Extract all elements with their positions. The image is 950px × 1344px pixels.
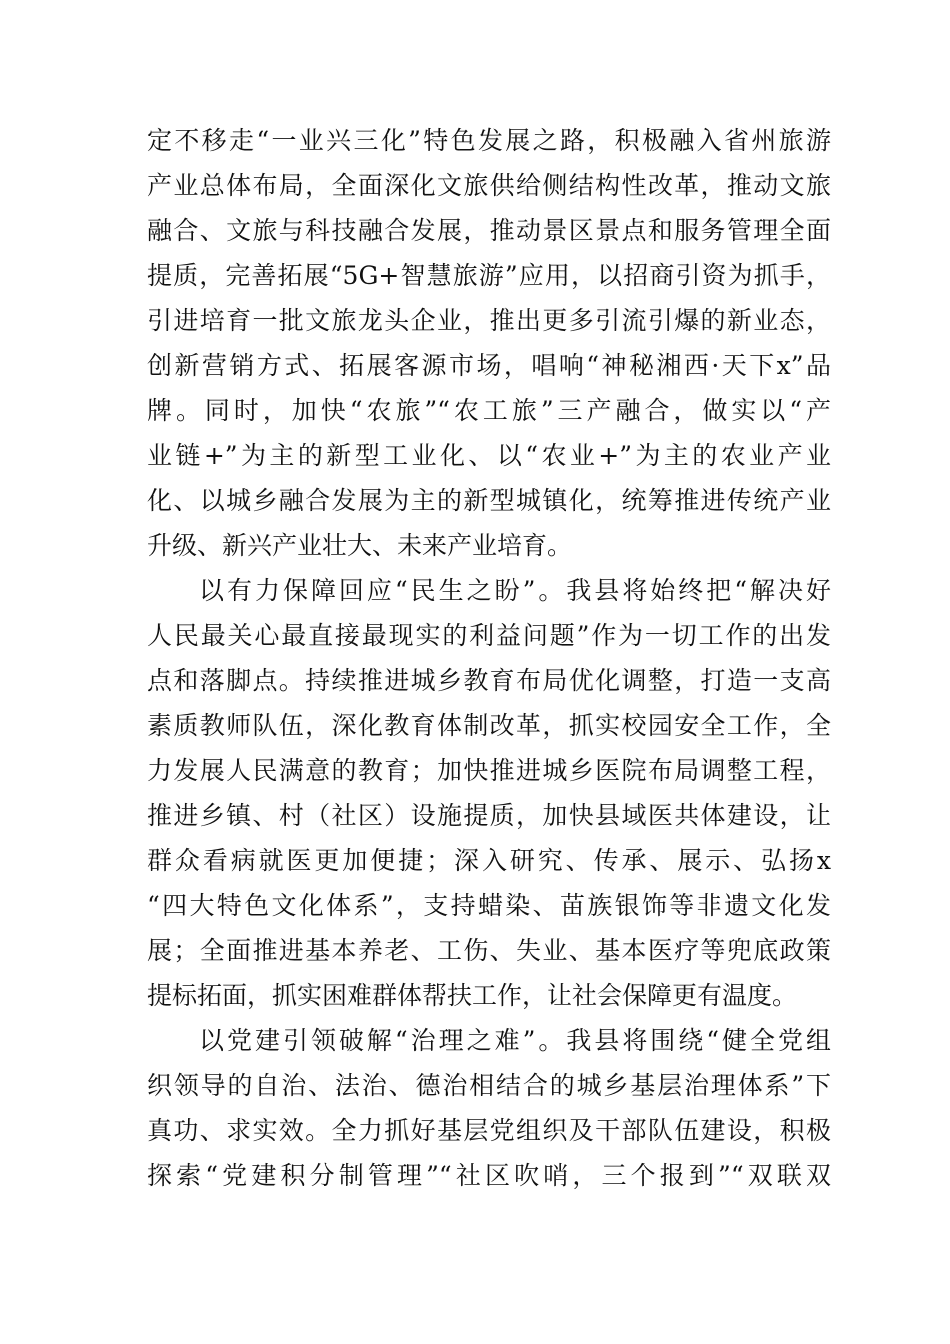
paragraph-livelihood: [147, 568, 831, 1018]
text-line: 人民最关心最直接最现实的利益问题”作为一切工作的出发: [147, 621, 831, 650]
document-page: [147, 118, 831, 1198]
text-line: 探索“党建积分制管理”“社区吹哨，三个报到”“双联双: [147, 1161, 831, 1190]
text-line: 推进乡镇、村（社区）设施提质，加快县域医共体建设，让: [147, 801, 831, 830]
paragraph-governance: [147, 1018, 831, 1198]
text-line: 织领导的自治、法治、德治相结合的城乡基层治理体系”下: [147, 1071, 831, 1100]
text-line: 展；全面推进基本养老、工伤、失业、基本医疗等兜底政策: [147, 936, 831, 965]
text-line: 业链+”为主的新型工业化、以“农业+”为主的农业产业: [147, 441, 831, 470]
text-line: 力发展人民满意的教育；加快推进城乡医院布局调整工程，: [147, 756, 831, 785]
text-line: 定不移走“一业兴三化”特色发展之路，积极融入省州旅游: [147, 126, 831, 155]
text-line: 化、以城乡融合发展为主的新型城镇化，统筹推进传统产业: [147, 486, 831, 515]
text-line: 升级、新兴产业壮大、未来产业培育。: [147, 531, 573, 560]
text-line: 提标拓面，抓实困难群体帮扶工作，让社会保障更有温度。: [147, 981, 798, 1010]
text-line: 群众看病就医更加便捷；深入研究、传承、展示、弘扬x: [147, 846, 831, 875]
text-line: 融合、文旅与科技融合发展，推动景区景点和服务管理全面: [147, 216, 831, 245]
text-line: 牌。同时，加快“农旅”“农工旅”三产融合，做实以“产: [147, 396, 831, 425]
text-line: 真功、求实效。全力抓好基层党组织及干部队伍建设，积极: [147, 1116, 831, 1145]
text-line: “四大特色文化体系”，支持蜡染、苗族银饰等非遗文化发: [147, 891, 831, 920]
text-line: 以有力保障回应“民生之盼”。我县将始终把“解决好: [199, 576, 831, 605]
text-line: 产业总体布局，全面深化文旅供给侧结构性改革，推动文旅: [147, 171, 831, 200]
text-line: 引进培育一批文旅龙头企业，推出更多引流引爆的新业态，: [147, 306, 831, 335]
text-line: 提质，完善拓展“5G+智慧旅游”应用，以招商引资为抓手，: [147, 261, 831, 290]
text-line: 创新营销方式、拓展客源市场，唱响“神秘湘西·天下x”品: [147, 351, 831, 380]
text-line: 点和落脚点。持续推进城乡教育布局优化调整，打造一支高: [147, 666, 831, 695]
text-line: 素质教师队伍，深化教育体制改革，抓实校园安全工作，全: [147, 711, 831, 740]
text-line: 以党建引领破解“治理之难”。我县将围绕“健全党组: [199, 1026, 831, 1055]
paragraph-tourism: [147, 118, 831, 568]
